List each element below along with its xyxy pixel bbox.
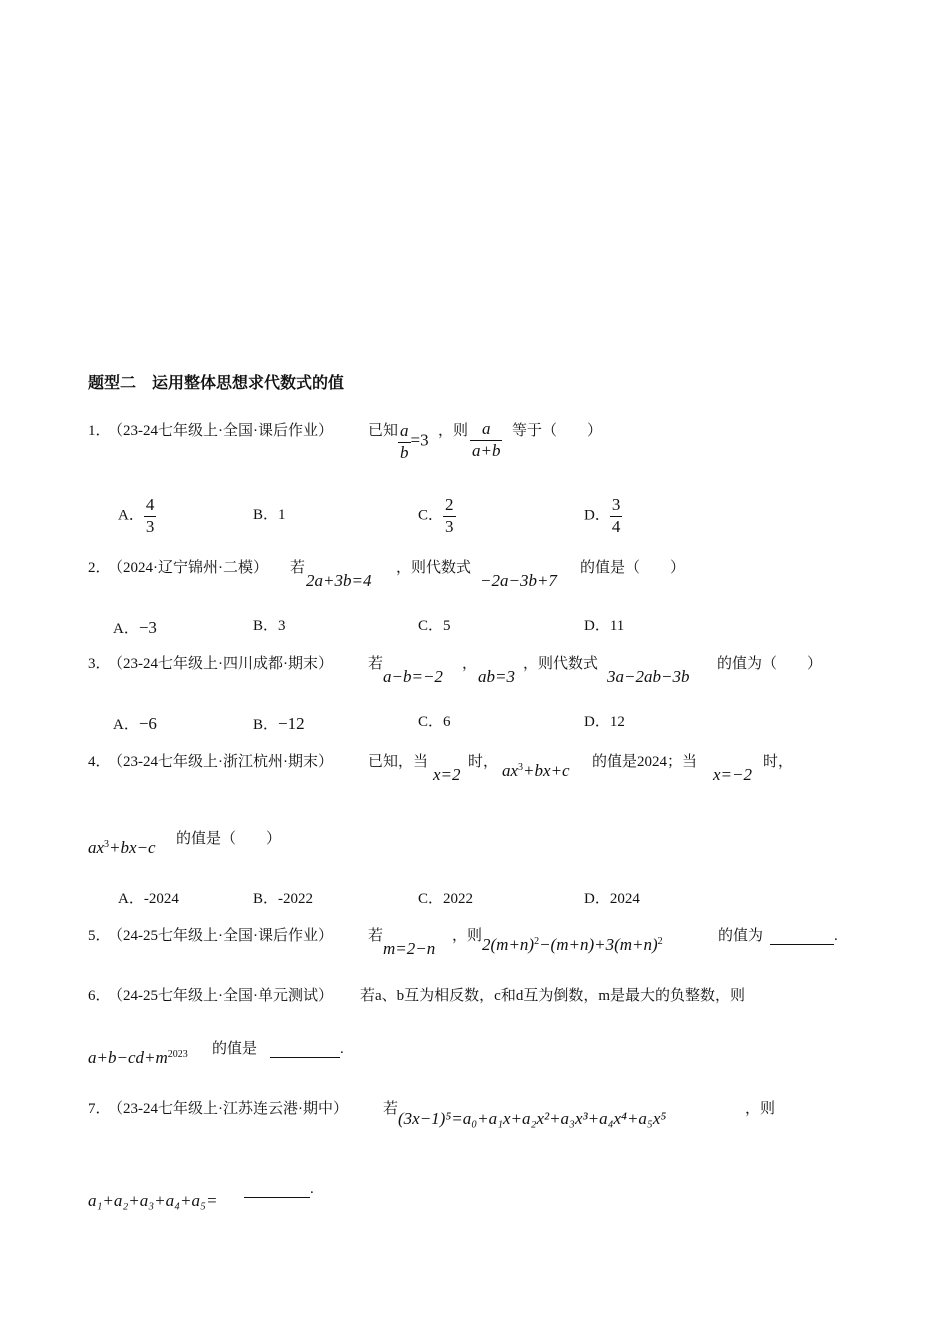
question-2-source: （2024·辽宁锦州·二模） (108, 560, 268, 576)
section-title: 题型二 运用整体思想求代数式的值 (88, 373, 345, 392)
question-6-number: 6． (88, 988, 111, 1004)
q4-option-d[interactable]: D．2024 (584, 891, 640, 907)
question-3-post: 的值为（ ） (717, 656, 823, 672)
question-7-pre: 若 (383, 1101, 399, 1117)
question-6-expression: $a+b-cd+m^{2023}$ (88, 1048, 188, 1067)
question-5-answer-blank[interactable]: . (770, 929, 838, 945)
question-2-number: 2． (88, 560, 111, 576)
question-3-condition-2: ab=3 (478, 667, 515, 686)
question-7-post: ，则 (745, 1101, 776, 1117)
q2-option-c[interactable]: C．5 (418, 618, 451, 634)
q4-option-a[interactable]: A．-2024 (118, 891, 179, 907)
q3-option-d[interactable]: D．12 (584, 714, 625, 730)
question-1-source: （23-24七年级上·全国·课后作业） (108, 423, 333, 439)
question-7-answer-blank[interactable]: . (244, 1182, 314, 1198)
question-4-condition-1: x=2 (433, 765, 461, 784)
question-2-pre: 若 (290, 560, 306, 576)
question-2-mid: ，则代数式 (396, 560, 472, 576)
question-2-expression: −2a−3b+7 (480, 571, 557, 590)
question-1-expression: $\frac{a}{a+b}$ (472, 419, 501, 460)
q4-option-b[interactable]: B．-2022 (253, 891, 314, 907)
question-3-pre: 若 (368, 656, 384, 672)
question-4-number: 4． (88, 754, 111, 770)
question-6-post: 的值是 (212, 1041, 258, 1057)
question-5-mid: ，则 (452, 928, 483, 944)
question-3-expression: 3a−2ab−3b (607, 667, 690, 686)
question-5-pre: 若 (368, 928, 384, 944)
question-4-pre: 已知，当 (368, 754, 429, 770)
q1-option-c[interactable]: C． $\frac{2}{3}$ (418, 495, 454, 536)
question-5-condition: m=2−n (383, 939, 436, 958)
question-4-text-1: 时， (468, 754, 499, 770)
question-6-answer-blank[interactable]: . (270, 1042, 344, 1058)
question-1-comma: ，则 (438, 423, 469, 439)
q2-option-b[interactable]: B．3 (253, 618, 286, 634)
question-7-number: 7． (88, 1101, 111, 1117)
question-4-condition-2: x=−2 (713, 765, 752, 784)
question-2-post: 的值是（ ） (580, 560, 686, 576)
q1-option-d[interactable]: D． $\frac{3}{4}$ (584, 495, 621, 536)
question-3-separator: ， (462, 656, 478, 672)
q2-option-d[interactable]: D．11 (584, 618, 625, 634)
question-7-expression: (3x−1)⁵=a₀+a₁x+a₂x²+a₃x³+a₄x⁴+a₅x⁵ (398, 1109, 667, 1128)
question-1-post: 等于（ ） (512, 423, 603, 439)
q3-option-a[interactable]: A．−6 (113, 714, 157, 733)
question-4-post: 的值是（ ） (176, 831, 282, 847)
question-3-source: （23-24七年级上·四川成都·期末） (108, 656, 333, 672)
question-6-source: （24-25七年级上·全国·单元测试） (108, 988, 333, 1004)
question-4-expression-1: $ax^3+bx+c$ (502, 761, 570, 780)
q3-option-c[interactable]: C．6 (418, 714, 451, 730)
question-7-source: （23-24七年级上·江苏连云港·期中） (108, 1101, 348, 1117)
question-3-mid: ，则代数式 (523, 656, 599, 672)
question-5-source: （24-25七年级上·全国·课后作业） (108, 928, 333, 944)
q1-option-a[interactable]: A． $\frac{4}{3}$ (118, 495, 155, 536)
question-3-condition-1: a−b=−2 (383, 667, 443, 686)
question-1-pre: 已知 (368, 423, 399, 439)
question-5-expression: $2(m+n)^2-(m+n)+3(m+n)^2$ (482, 935, 663, 954)
q4-option-c[interactable]: C．2022 (418, 891, 474, 907)
question-3-number: 3． (88, 656, 111, 672)
question-5-number: 5． (88, 928, 111, 944)
question-2-condition: 2a+3b=4 (306, 571, 372, 590)
q3-option-b[interactable]: B．−12 (253, 714, 305, 733)
question-1-condition: $\frac{a}{b}$ =3 (400, 421, 429, 462)
question-4-text-3: 时， (763, 754, 794, 770)
question-4-text-2: 的值是2024；当 (592, 754, 698, 770)
q2-option-a[interactable]: A．−3 (113, 618, 157, 637)
question-1-number: 1． (88, 423, 111, 439)
question-4-expression-2: $ax^3+bx-c$ (88, 838, 156, 857)
q1-option-b[interactable]: B．1 (253, 507, 286, 523)
question-4-source: （23-24七年级上·浙江杭州·期末） (108, 754, 333, 770)
question-7-ask: a₁+a₂+a₃+a₄+a₅= (88, 1191, 218, 1210)
question-6-text: 若a、b互为相反数，c和d互为倒数，m是最大的负整数，则 (360, 988, 745, 1004)
question-5-post: 的值为 (718, 928, 764, 944)
